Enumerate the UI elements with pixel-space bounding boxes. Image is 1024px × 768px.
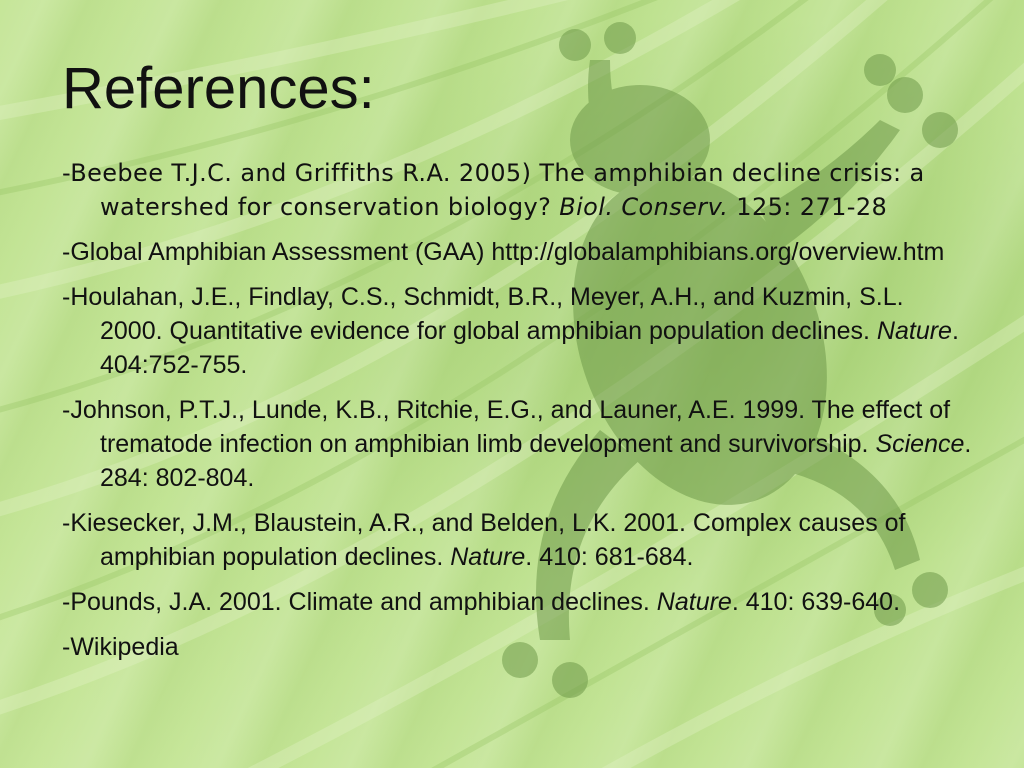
journal-name: Biol. Conserv. (559, 193, 729, 221)
journal-name: Science (875, 430, 965, 458)
slide-title: References: (62, 56, 375, 121)
reference-item: -Pounds, J.A. 2001. Climate and amphibian declines. Nature. 410: 639-640. (62, 588, 901, 616)
reference-item: -Beebee T.J.C. and Griffiths R.A. 2005) The amphibian decline crisis: a watershed for conservation biology? Biol. Conserv. 125: 271-28 (62, 159, 925, 221)
reference-item: -Wikipedia (62, 633, 179, 661)
journal-name: Nature (876, 317, 952, 345)
journal-name: Nature (450, 543, 526, 571)
reference-list (62, 156, 972, 675)
reference-item: -Johnson, P.T.J., Lunde, K.B., Ritchie, E.G., and Launer, A.E. 1999. The effect of trematode infection on amphibian limb development and survivorship. Science. 284: 802-804. (62, 396, 972, 492)
journal-name: Nature (656, 588, 732, 616)
reference-item: -Kiesecker, J.M., Blaustein, A.R., and Belden, L.K. 2001. Complex causes of amphibian population declines. Nature. 410: 681-684. (62, 509, 906, 571)
reference-item: -Global Amphibian Assessment (GAA) http://globalamphibians.org/overview.htm (62, 238, 945, 266)
reference-item: -Houlahan, J.E., Findlay, C.S., Schmidt, B.R., Meyer, A.H., and Kuzmin, S.L. 2000. Quantitative evidence for global amphibian population declines. Nature. 404:752-755. (62, 283, 959, 379)
